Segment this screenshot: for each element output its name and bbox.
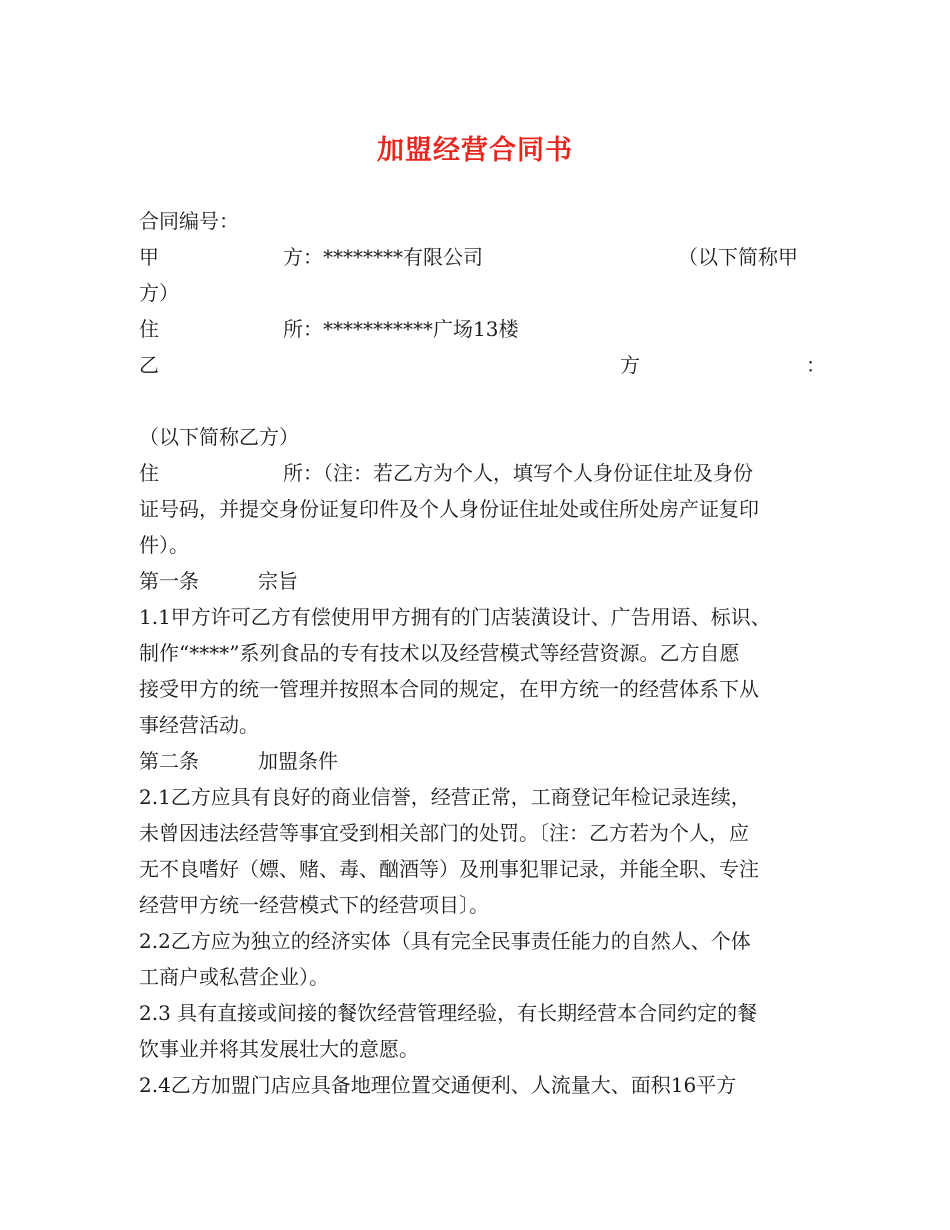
article-2-heading: 加盟条件: [258, 749, 338, 773]
article-1-paragraph-line: 1.1甲方许可乙方有偿使用甲方拥有的门店装潢设计、广告用语、标识、: [139, 605, 771, 629]
article-2-paragraph-line: 无不良嗜好（嫖、赌、毒、酗酒等）及刑事犯罪记录，并能全职、专注: [139, 857, 759, 881]
party-a-address: 所：***********广场13楼: [283, 317, 519, 341]
party-b-address-label: 住: [139, 461, 159, 485]
party-b-label-mid: 方: [620, 353, 640, 377]
article-2-paragraph-line: 工商户或私营企业）。: [139, 965, 329, 989]
party-a-label: 甲: [139, 245, 159, 269]
article-2-number: 第二条: [139, 749, 199, 773]
party-b-label: 乙: [139, 353, 159, 377]
party-b-colon: ：: [806, 353, 826, 377]
party-b-address-note-line: 证号码，并提交身份证复印件及个人身份证住址处或住所处房产证复印: [139, 497, 759, 521]
article-1-heading: 宗旨: [258, 569, 298, 593]
article-1-paragraph-line: 制作“****”系列食品的专有技术以及经营模式等经营资源。乙方自愿: [139, 641, 740, 665]
party-a-short-name: （以下简称甲: [678, 245, 798, 269]
document-title: 加盟经营合同书: [377, 135, 573, 166]
article-2-paragraph-line: 未曾因违法经营等事宜受到相关部门的处罚。〔注：乙方若为个人，应: [139, 821, 749, 845]
party-a-address-label: 住: [139, 317, 159, 341]
article-2-paragraph-line: 2.1乙方应具有良好的商业信誉，经营正常，工商登记年检记录连续，: [139, 785, 751, 809]
article-1-paragraph-line: 接受甲方的统一管理并按照本合同的规定，在甲方统一的经营体系下从: [139, 677, 759, 701]
party-b-short-name: （以下简称乙方）: [139, 425, 299, 449]
article-1-paragraph-line: 事经营活动。: [139, 713, 259, 737]
party-a-name: 方：********有限公司: [283, 245, 483, 269]
party-a-short-name-end: 方）: [139, 281, 179, 305]
contract-number-label: 合同编号：: [139, 209, 239, 233]
party-b-address-note-line: 件）。: [139, 533, 189, 557]
article-2-paragraph-line: 2.3 具有直接或间接的餐饮经营管理经验，有长期经营本合同约定的餐: [139, 1001, 758, 1025]
article-2-paragraph-line: 2.4乙方加盟门店应具备地理位置交通便利、人流量大、面积16平方: [139, 1073, 737, 1097]
article-2-paragraph-line: 2.2乙方应为独立的经济实体（具有完全民事责任能力的自然人、个体: [139, 929, 751, 953]
party-b-address-note: 所：（注：若乙方为个人，填写个人身份证住址及身份: [283, 461, 753, 485]
article-2-paragraph-line: 经营甲方统一经营模式下的经营项目〕。: [139, 893, 489, 917]
article-1-number: 第一条: [139, 569, 199, 593]
article-2-paragraph-line: 饮事业并将其发展壮大的意愿。: [139, 1037, 419, 1061]
